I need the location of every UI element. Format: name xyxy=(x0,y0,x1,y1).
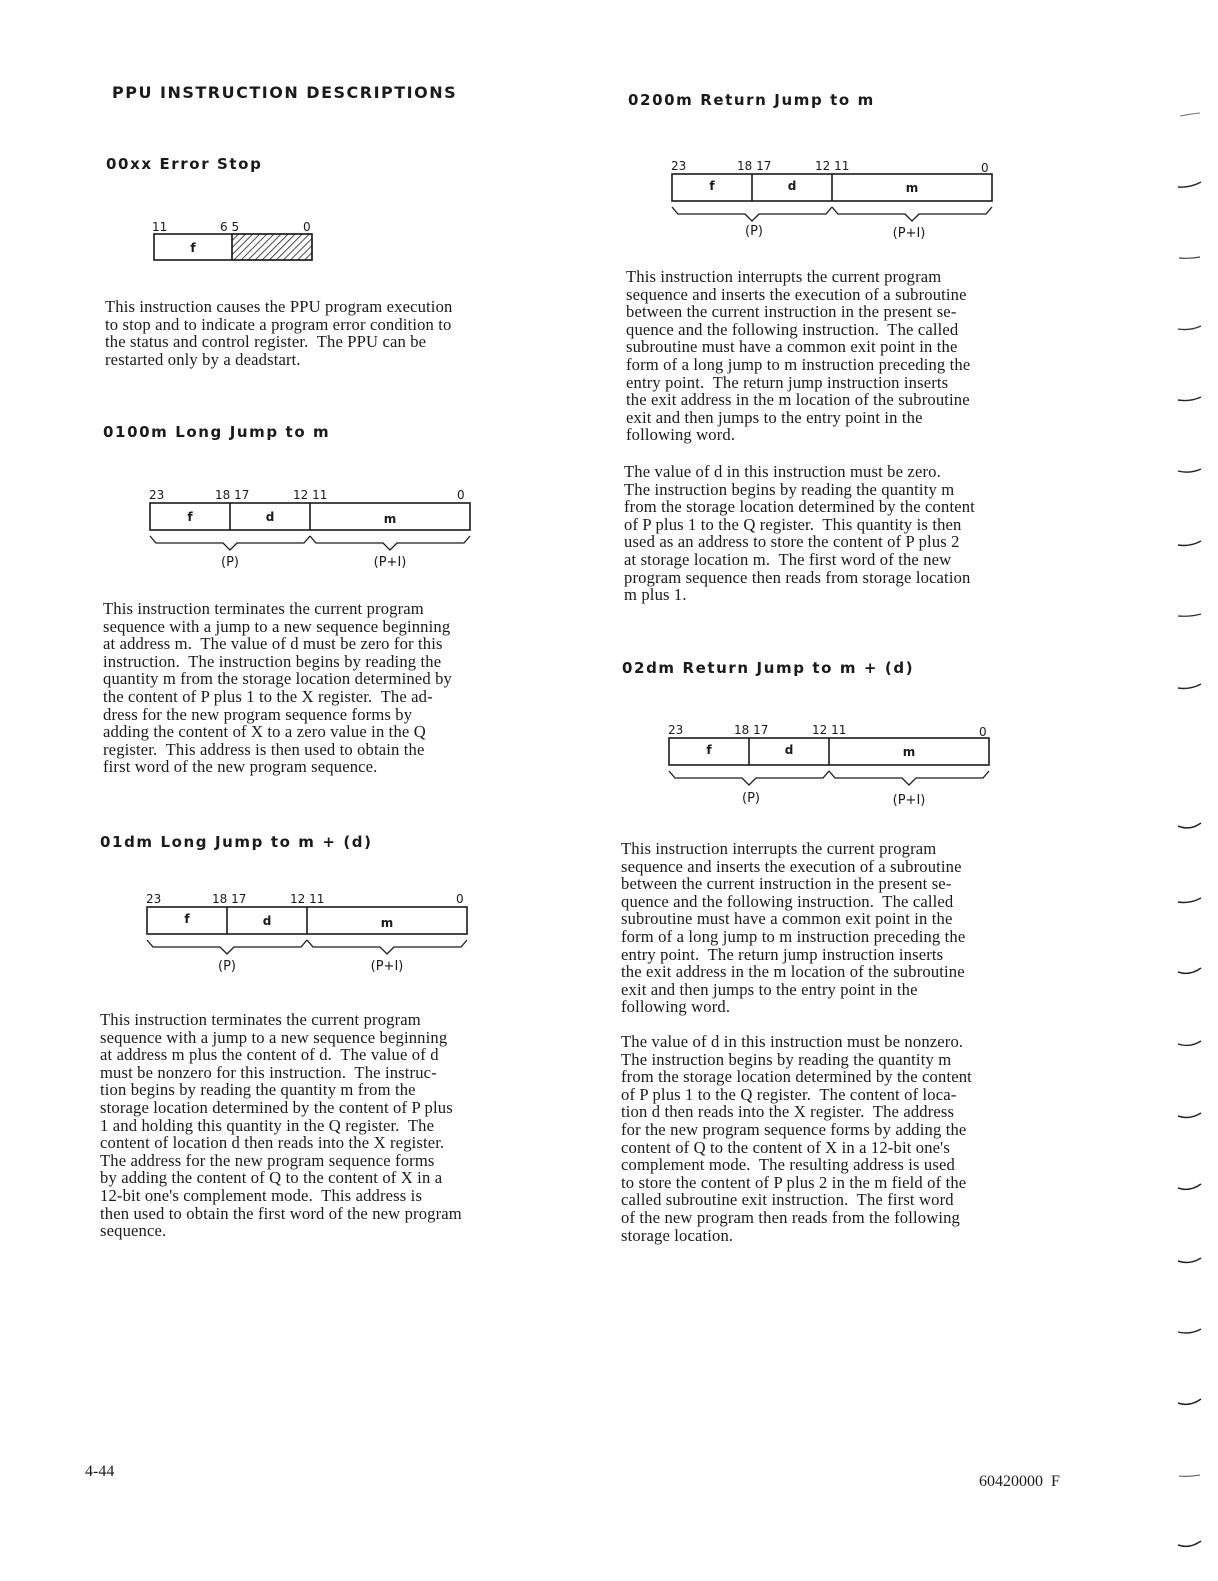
binding-mark xyxy=(1176,1398,1202,1408)
paragraph: This instruction terminates the current program sequence with a jump to a new sequence beginning at address m plus the content of d. The value of d must be nonzero for this instruction. The instruc- tion begins by reading the quantity m from the storage location determined by the content of P plus 1 and holding this quantity in the Q register. The content of location d then reads into the X register. The address for the new program sequence forms by adding the content of Q to the content of X in a 12-bit one's complement mode. This address is then used to obtain the first word of the new program sequence. xyxy=(100,1010,462,1241)
field-label-f: f xyxy=(190,241,196,255)
instruction-format-diagram xyxy=(147,486,477,572)
paragraph: The value of d in this instruction must be nonzero. The instruction begins by reading the quantity m from the storage location determined by the content of P plus 1 to the Q register. The content of loca- tion d then reads into the X register. The address for the new program sequence forms by adding the content of Q to the content of X in a 12-bit one's complement mode. The resulting address is used to store the content of P plus 2 in the m field of the called subroutine exit instruction. The first word of the new program then reads from the following storage location. xyxy=(621,1032,972,1245)
binding-mark xyxy=(1176,323,1202,333)
bracket-label-p-plus-1: (P+I) xyxy=(373,555,407,570)
brace-p xyxy=(150,536,310,550)
section-heading: 00xx Error Stop xyxy=(106,155,263,173)
bit-label: 23 xyxy=(146,892,162,906)
binding-mark xyxy=(1176,682,1202,692)
bit-label: 18 17 xyxy=(737,159,772,173)
binding-mark xyxy=(1176,1256,1202,1266)
field-label-m: m xyxy=(383,512,397,526)
bracket-label-p-plus-1: (P+I) xyxy=(892,793,926,808)
brace-p xyxy=(669,771,829,785)
binding-mark xyxy=(1176,180,1202,190)
instruction-format-diagram xyxy=(144,890,474,976)
field-label-m: m xyxy=(902,745,916,759)
bit-label: 12 11 xyxy=(812,723,847,737)
binding-mark xyxy=(1176,1111,1202,1121)
section-heading: 0200m Return Jump to m xyxy=(628,91,875,109)
bracket-label-p-plus-1: (P+I) xyxy=(370,959,404,974)
binding-mark xyxy=(1176,1327,1202,1337)
page-title: PPU INSTRUCTION DESCRIPTIONS xyxy=(112,83,458,102)
binding-mark xyxy=(1176,1471,1202,1481)
field-label-f: f xyxy=(709,179,715,193)
instruction-format-diagram xyxy=(148,218,318,266)
field-label-d: d xyxy=(262,914,272,928)
binding-mark xyxy=(1176,253,1202,263)
bit-label: 23 xyxy=(149,488,165,502)
field-label-m: m xyxy=(905,181,919,195)
paragraph: This instruction interrupts the current program sequence and inserts the execution of a subroutine between the current instruction in the present se- quence and the following instruction. The called subroutine must have a common exit point in the form of a long jump to m instruction preceding the entry point. The return jump instruction inserts the exit address in the m location of the subroutine exit and then jumps to the entry point in the following word. xyxy=(621,839,966,1017)
brace-p-plus-1 xyxy=(307,940,467,954)
binding-mark xyxy=(1176,110,1202,120)
bit-label: 0 xyxy=(456,892,464,906)
bit-label: 0 xyxy=(303,220,311,234)
bit-label: 18 17 xyxy=(212,892,247,906)
bracket-label-p: (P) xyxy=(218,959,236,974)
unused-field-hatched xyxy=(232,234,312,260)
field-label-m: m xyxy=(380,916,394,930)
binding-mark xyxy=(1176,610,1202,620)
instruction-format-diagram xyxy=(666,721,996,807)
bracket-label-p: (P) xyxy=(745,224,763,239)
brace-p-plus-1 xyxy=(832,207,992,221)
binding-mark xyxy=(1176,967,1202,977)
document-number: 60420000 F xyxy=(979,1473,1060,1490)
bit-label: 0 xyxy=(979,725,987,739)
paragraph: This instruction interrupts the current program sequence and inserts the execution of a subroutine between the current instruction in the present se- quence and the following instruction. The called subroutine must have a common exit point in the form of a long jump to m instruction preceding the entry point. The return jump instruction inserts the exit address in the m location of the subroutine exit and then jumps to the entry point in the following word. xyxy=(626,267,971,445)
section-heading: 01dm Long Jump to m + (d) xyxy=(100,833,373,851)
binding-mark xyxy=(1176,1540,1202,1550)
paragraph: This instruction causes the PPU program execution to stop and to indicate a program error condition to the status and control register. The PPU can be restarted only by a deadstart. xyxy=(105,297,453,369)
bit-label: 0 xyxy=(981,161,989,175)
bracket-label-p-plus-1: (P+I) xyxy=(892,226,926,241)
field-label-f: f xyxy=(706,743,712,757)
bit-label: 12 11 xyxy=(815,159,850,173)
binding-mark xyxy=(1176,539,1202,549)
brace-p-plus-1 xyxy=(310,536,470,550)
brace-p xyxy=(147,940,307,954)
binding-mark xyxy=(1176,896,1202,906)
paragraph: The value of d in this instruction must be zero. The instruction begins by reading the quantity m from the storage location determined by the content of P plus 1 to the Q register. This quantity is then used as an address to store the content of P plus 2 at storage location m. The first word of the new program sequence then reads from storage location m plus 1. xyxy=(624,462,975,605)
bit-label: 0 xyxy=(457,488,465,502)
bracket-label-p: (P) xyxy=(742,791,760,806)
field-label-d: d xyxy=(784,743,794,757)
binding-mark xyxy=(1176,822,1202,832)
bit-label: 18 17 xyxy=(215,488,250,502)
page-number: 4-44 xyxy=(85,1463,115,1480)
brace-p-plus-1 xyxy=(829,771,989,785)
field-label-f: f xyxy=(184,912,190,926)
field-label-d: d xyxy=(787,179,797,193)
binding-mark xyxy=(1176,466,1202,476)
binding-mark xyxy=(1176,1039,1202,1049)
paragraph: This instruction terminates the current program sequence with a jump to a new sequence beginning at address m. The value of d must be zero for this instruction. The instruction begins by reading the quantity m from the storage location determined by the content of P plus 1 to the X register. The ad- dress for the new program sequence forms by adding the content of X to a zero value in the Q register. This address is then used to obtain the first word of the new program sequence. xyxy=(103,599,452,777)
section-heading: 02dm Return Jump to m + (d) xyxy=(622,659,915,677)
bit-label: 12 11 xyxy=(293,488,328,502)
bit-label: 6 5 xyxy=(220,220,240,234)
instruction-format-diagram xyxy=(669,157,999,243)
bit-label: 12 11 xyxy=(290,892,325,906)
bit-label: 18 17 xyxy=(734,723,769,737)
bit-label: 11 xyxy=(152,220,168,234)
brace-p xyxy=(672,207,832,221)
binding-mark xyxy=(1176,394,1202,404)
binding-mark xyxy=(1176,1183,1202,1193)
bracket-label-p: (P) xyxy=(221,555,239,570)
bit-label: 23 xyxy=(668,723,684,737)
bit-label: 23 xyxy=(671,159,687,173)
field-label-f: f xyxy=(187,510,193,524)
section-heading: 0100m Long Jump to m xyxy=(103,423,331,441)
field-label-d: d xyxy=(265,510,275,524)
